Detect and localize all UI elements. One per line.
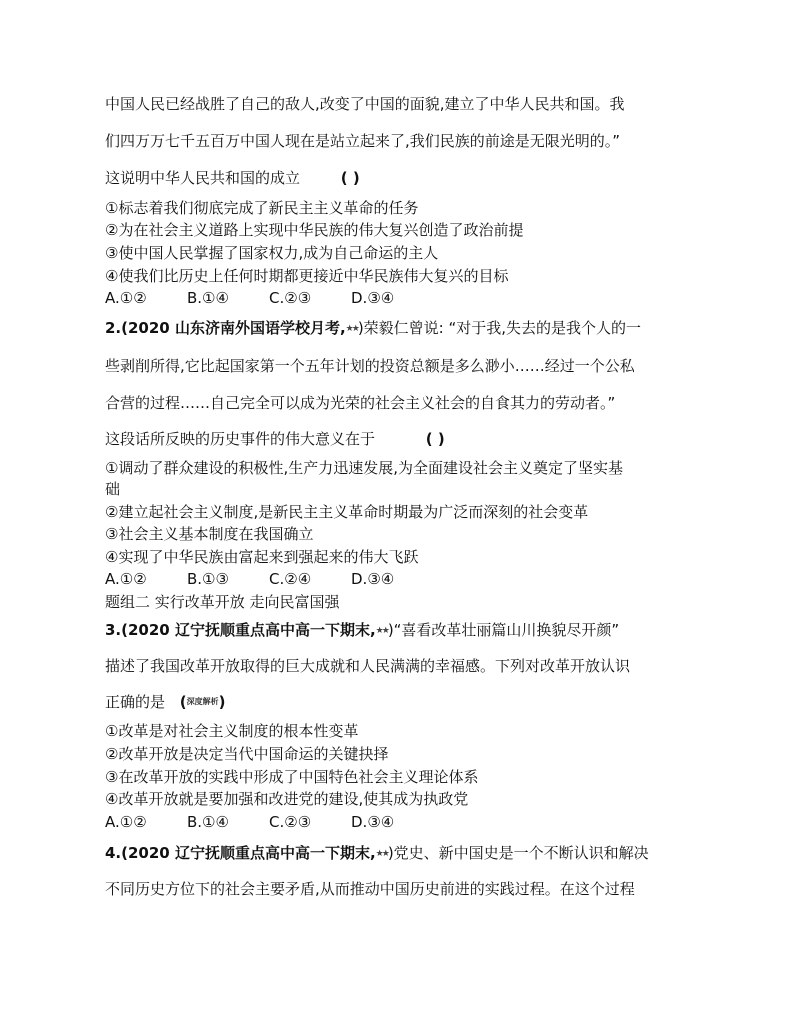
q2-item-2: ②建立起社会主义制度,是新民主主义革命时期最为广泛而深刻的社会变革 xyxy=(105,503,589,521)
q1-options xyxy=(105,288,394,308)
q3-option-b[interactable]: B.①④ xyxy=(187,813,229,831)
q1-text-line-1: 中国人民已经战胜了自己的敌人,改变了中国的面貌,建立了中华人民共和国。我 xyxy=(105,95,625,113)
q1-item-1: ①标志着我们彻底完成了新民主主义革命的任务 xyxy=(105,199,419,217)
q3-tag-close: ) xyxy=(218,693,226,711)
q2-line-1-tail: )荣毅仁曾说: “对于我,失去的是我个人的一 xyxy=(357,319,642,337)
q3-option-c[interactable]: C.②③ xyxy=(269,813,312,831)
q1-text-line-2: 们四万万七千五百万中国人现在是站立起来了,我们民族的前途是无限光明的。” xyxy=(105,132,621,150)
q4-line-1-tail: )党史、新中国史是一个不断认识和解决 xyxy=(387,844,649,862)
q1-stem-text: 这说明中华人民共和国的成立 xyxy=(105,169,301,187)
star-difficulty-icon: ★★ xyxy=(375,849,388,859)
q4-head: 4.(2020 辽宁抚顺重点高中高一下期末, xyxy=(105,844,376,862)
q2-item-1: ①调动了群众建设的积极性,生产力迅速发展,为全面建设社会主义奠定了坚实基 xyxy=(105,459,623,477)
q2-stem xyxy=(105,429,445,449)
q3-item-2: ②改革开放是决定当代中国命运的关键抉择 xyxy=(105,745,389,763)
q3-stem-text: 正确的是 xyxy=(105,693,166,711)
q3-item-3: ③在改革开放的实践中形成了中国特色社会主义理论体系 xyxy=(105,768,479,786)
q3-stem xyxy=(105,692,226,712)
q1-stem xyxy=(105,168,360,188)
q2-line-2: 些剥削所得,它比起国家第一个五年计划的投资总额是多么渺小……经过一个公私 xyxy=(105,357,635,375)
star-difficulty-icon: ★★ xyxy=(375,626,388,636)
q2-stem-text: 这段话所反映的历史事件的伟大意义在于 xyxy=(105,430,376,448)
q2-option-a[interactable]: A.①② xyxy=(105,570,147,588)
q1-option-a[interactable]: A.①② xyxy=(105,289,147,307)
q2-options xyxy=(105,569,394,589)
q2-line-3: 合营的过程……自己完全可以成为光荣的社会主义社会的自食其力的劳动者。” xyxy=(105,394,616,412)
q3-option-d[interactable]: D.③④ xyxy=(351,813,395,831)
q1-option-b[interactable]: B.①④ xyxy=(187,289,229,307)
q2-line-1 xyxy=(105,318,641,339)
q1-item-3: ③使中国人民掌握了国家权力,成为自己命运的主人 xyxy=(105,244,439,262)
q3-item-1: ①改革是对社会主义制度的根本性变革 xyxy=(105,722,359,740)
q3-item-4: ④改革开放就是要加强和改进党的建设,使其成为执政党 xyxy=(105,790,469,808)
q2-option-d[interactable]: D.③④ xyxy=(351,570,395,588)
q2-option-b[interactable]: B.①③ xyxy=(187,570,229,588)
deep-analysis-tag[interactable]: 深度解析 xyxy=(186,697,219,706)
q3-tag-open: ( xyxy=(179,693,187,711)
q3-head: 3.(2020 辽宁抚顺重点高中高一下期末, xyxy=(105,621,376,639)
q1-item-2: ②为在社会主义道路上实现中华民族的伟大复兴创造了政治前提 xyxy=(105,221,524,239)
q3-line-1 xyxy=(105,620,619,641)
q1-option-c[interactable]: C.②③ xyxy=(269,289,312,307)
q2-item-1-cont: 础 xyxy=(105,480,121,498)
q1-option-d[interactable]: D.③④ xyxy=(351,289,395,307)
group-heading: 题组二 实行改革开放 走向民富国强 xyxy=(105,593,340,611)
q4-line-2: 不同历史方位下的社会主要矛盾,从而推动中国历史前进的实践过程。在这个过程 xyxy=(105,880,635,898)
q4-line-1 xyxy=(105,843,649,864)
q3-options xyxy=(105,812,394,832)
q2-item-3: ③社会主义基本制度在我国确立 xyxy=(105,525,314,543)
q2-answer-bracket: ( ) xyxy=(425,430,445,448)
q1-answer-bracket: ( ) xyxy=(340,169,360,187)
q3-line-2: 描述了我国改革开放取得的巨大成就和人民满满的幸福感。下列对改革开放认识 xyxy=(105,657,631,675)
star-difficulty-icon: ★★ xyxy=(345,324,358,334)
q3-line-1-tail: )“喜看改革壮丽篇山川换貌尽开颜” xyxy=(387,621,620,639)
q1-item-4: ④使我们比历史上任何时期都更接近中华民族伟大复兴的目标 xyxy=(105,267,509,285)
q3-option-a[interactable]: A.①② xyxy=(105,813,147,831)
q2-option-c[interactable]: C.②④ xyxy=(269,570,312,588)
q2-head: 2.(2020 山东济南外国语学校月考, xyxy=(105,319,346,337)
q2-item-4: ④实现了中华民族由富起来到强起来的伟大飞跃 xyxy=(105,548,419,566)
